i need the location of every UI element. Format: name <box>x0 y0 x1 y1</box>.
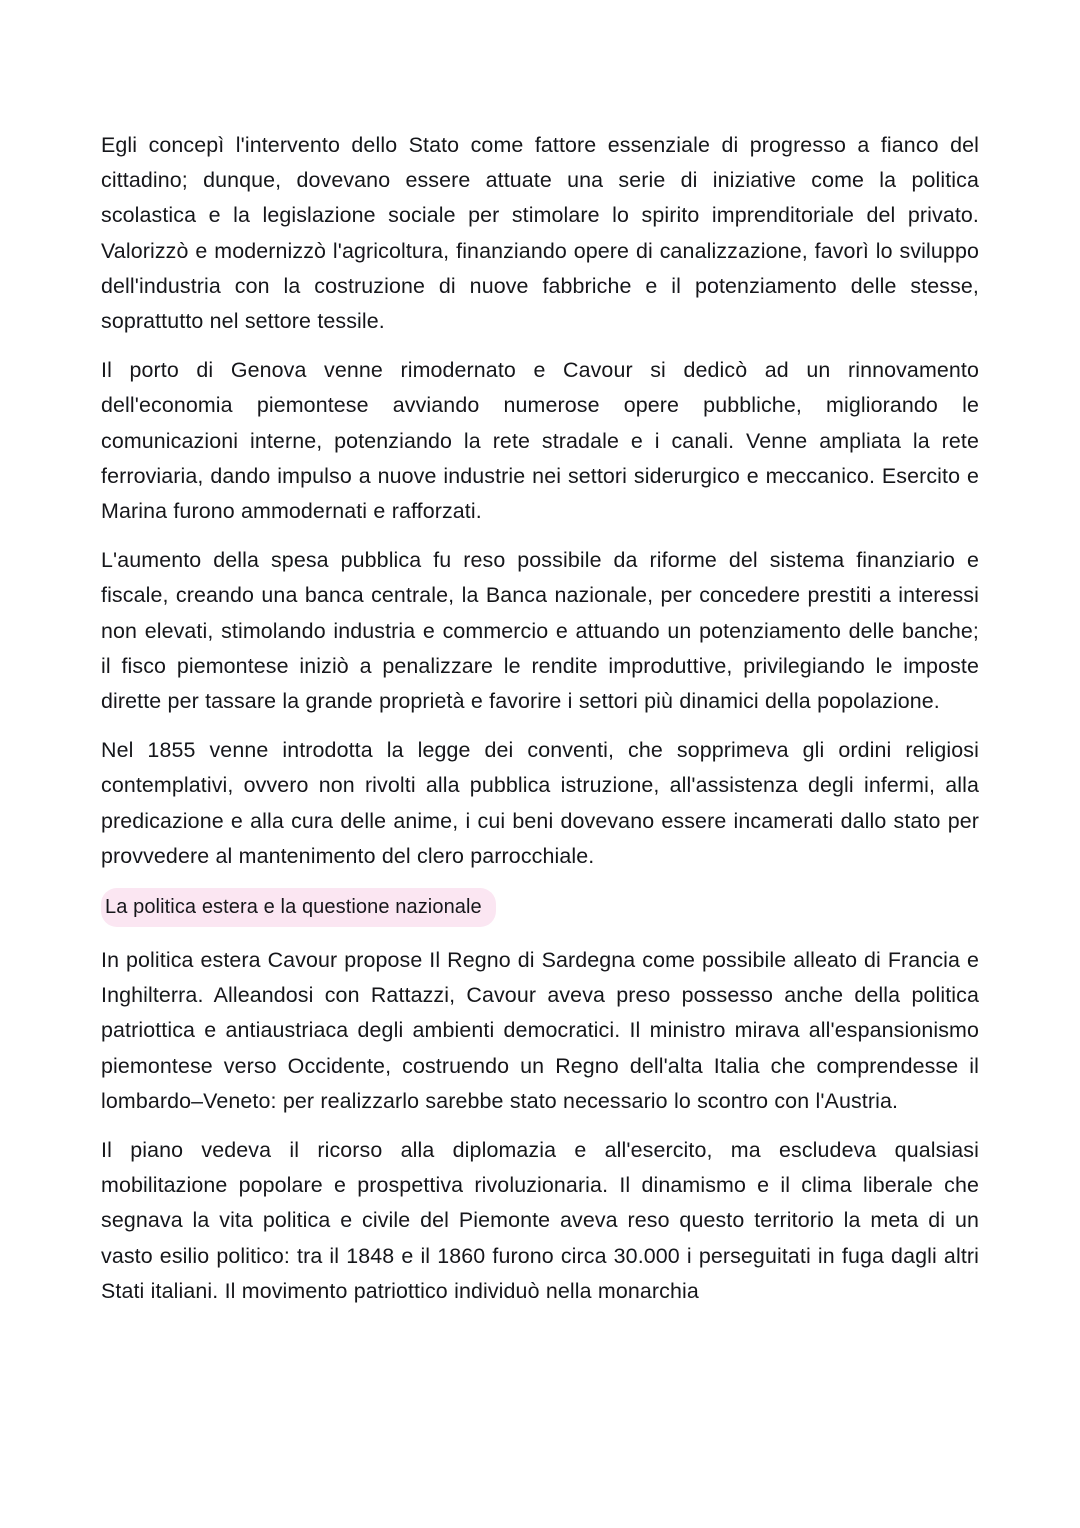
paragraph-2: Il porto di Genova venne rimodernato e Cavour si dedicò ad un rinnovamento dell'economia piemontese avviando numerose opere pubbliche, migliorando le comunicazioni interne, potenziando la rete stradale e i canali. Venne ampliata la rete ferroviaria, dando impulso a nuove industrie nei settori siderurgico e meccanico. Esercito e Marina furono ammodernati e rafforzati. <box>101 358 979 524</box>
paragraph-5: In politica estera Cavour propose Il Regno di Sardegna come possibile alleato di Francia e Inghilterra. Alleandosi con Rattazzi, Cavour aveva preso possesso anche della politica patriottica e antiaustriaca degli ambienti democratici. Il ministro mirava all'espansionismo piemontese verso Occidente, costruendo un Regno dell'alta Italia che comprendesse il lombardo–Veneto: per realizzarlo sarebbe stato necessario lo scontro con l'Austria. <box>101 948 979 1113</box>
section-heading-container <box>101 888 979 927</box>
paragraph-6: Il piano vedeva il ricorso alla diplomazia e all'esercito, ma escludeva qualsiasi mobilitazione popolare e prospettiva rivoluzionaria. Il dinamismo e il clima liberale che segnava la vita politica e civile del Piemonte aveva reso questo territorio la meta di un vasto esilio politico: tra il 1848 e il 1860 furono circa 30.000 i perseguitati in fuga dagli altri Stati italiani. Il movimento patriottico individuò nella monarchia <box>101 1138 979 1303</box>
paragraph-4: Nel 1855 venne introdotta la legge dei conventi, che sopprimeva gli ordini religiosi contemplativi, ovvero non rivolti alla pubblica istruzione, all'assistenza degli infermi, alla predicazione e alla cura delle anime, i cui beni dovevano essere incamerati dallo stato per provvedere al mantenimento del clero parrocchiale. <box>101 738 979 868</box>
section-heading-highlighted: La politica estera e la questione nazionale <box>101 888 496 927</box>
paragraph-3: L'aumento della spesa pubblica fu reso possibile da riforme del sistema finanziario e fiscale, creando una banca centrale, la Banca nazionale, per concedere prestiti a interessi non elevati, stimolando industria e commercio e attuando un potenziamento delle banche; il fisco piemontese iniziò a penalizzare le rendite improduttive, privilegiando le imposte dirette per tassare la grande proprietà e favorire i settori più dinamici della popolazione. <box>101 548 979 714</box>
paragraph-1: Egli concepì l'intervento dello Stato come fattore essenziale di progresso a fianco del cittadino; dunque, dovevano essere attuate una serie di iniziative come la politica scolastica e la legislazione sociale per stimolare lo spirito imprenditoriale del privato. Valorizzò e modernizzò l'agricoltura, finanziando opere di canalizzazione, favorì lo sviluppo dell'industria con la costruzione di nuove fabbriche e il potenziamento delle stesse, soprattutto nel settore tessile. <box>101 133 979 334</box>
document-text-column <box>101 128 979 1309</box>
